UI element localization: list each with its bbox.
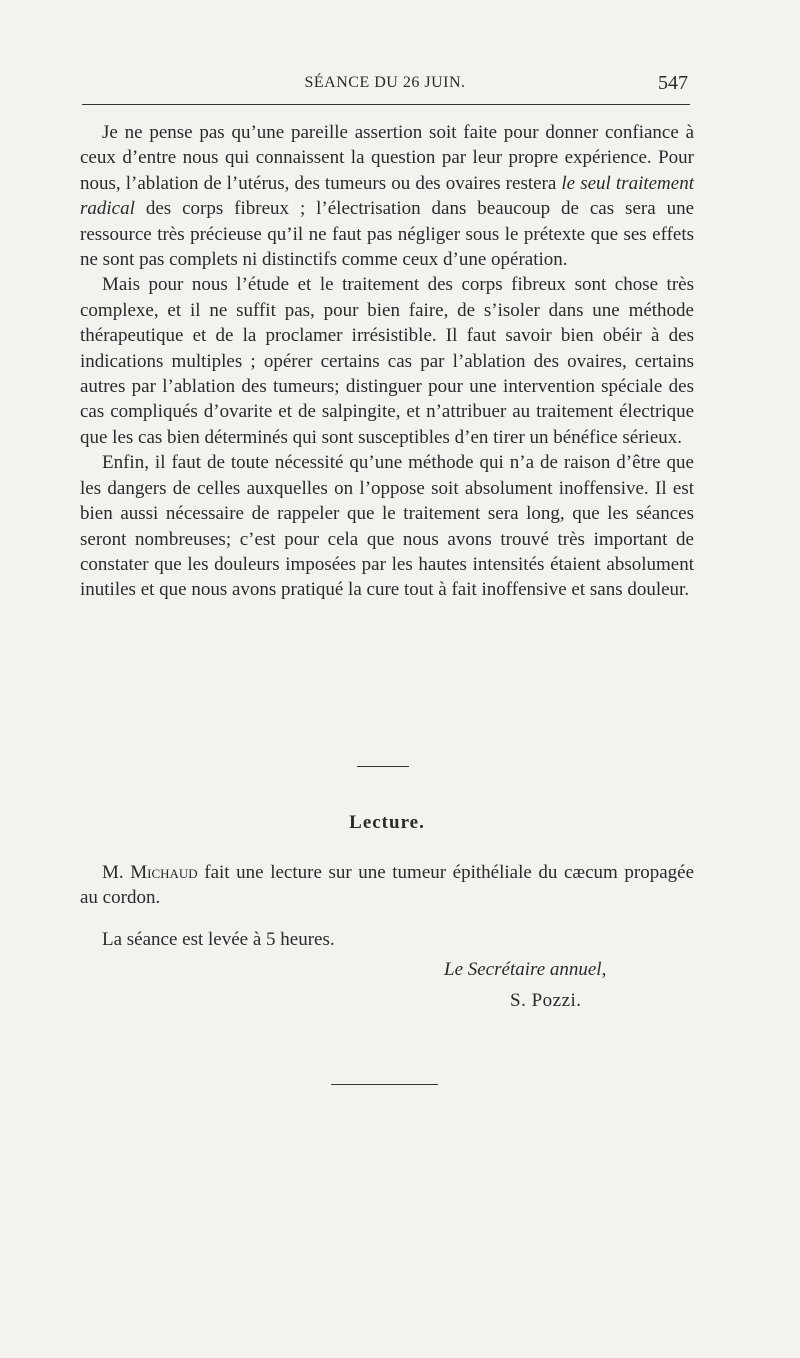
main-text	[80, 120, 694, 603]
paragraph-1-before: Je ne pense pas qu’une pareille assertion soit faite pour donner confiance à ceux d’entre nous qui connaissent la question par leur propre expérience. Pour nous, l’ablation de l’utérus, des tumeurs ou des ovaires restera	[80, 122, 694, 194]
lecture-body: fait une lecture sur une tumeur épithéliale du cæcum propagée au cordon.	[80, 862, 695, 909]
page-number: 547	[658, 72, 688, 94]
paragraph-1	[80, 120, 694, 272]
paragraph-3: Enfin, il faut de toute nécessité qu’une méthode qui n’a de raison d’être que les dangers de celles auxquelles on l’oppose soit absolument inoffensive. Il est bien aussi nécessaire de rappeler que le traitement sera long, que les séances seront nombreuses; c’est pour cela que nous avons trouvé très important de constater que les douleurs imposées par les hautes intensités étaient absolument inutiles et que nous avons pratiqué la cure tout à fait inoffensive et sans douleur.	[80, 452, 694, 601]
section-heading: Lecture.	[349, 812, 425, 833]
closing-line: La séance est levée à 5 heures.	[102, 929, 335, 950]
lecture-author: M. Michaud	[102, 862, 198, 883]
emphasis-text: le seul traitement radical	[80, 172, 694, 220]
lecture-paragraph	[80, 860, 694, 911]
signature-role: Le Secrétaire annuel,	[444, 959, 607, 980]
end-divider	[331, 1084, 438, 1085]
page-header	[82, 72, 688, 98]
section-divider	[357, 766, 409, 767]
lecture-text	[80, 860, 694, 911]
paragraph-2: Mais pour nous l’étude et le traitement des corps fibreux sont chose très complexe, et il ne suffit pas, pour bien faire, de s’isoler dans une méthode thérapeutique et de la proclamer irrésistible. Il faut savoir bien obéir à des indications multiples ; opérer certains cas par l’ablation des ovaires, certains autres par l’ablation des tumeurs; distinguer pour une intervention spéciale des cas compliqués d’ovarite et de salpingite, et n’attribuer au traitement électrique que les cas bien déterminés qui sont susceptibles d’en tirer un bénéfice sérieux.	[80, 274, 694, 448]
running-head: SÉANCE DU 26 JUIN.	[304, 74, 466, 91]
signature-name: S. Pozzi.	[510, 990, 582, 1011]
paragraph-1-after: des corps fibreux ; l’électrisation dans beaucoup de cas sera une ressource très précieuse qu’il ne faut pas négliger sous le prétexte que ses effets ne sont pas complets ni distinctifs comme ceux d’une opération.	[80, 198, 694, 271]
header-rule	[82, 104, 690, 105]
